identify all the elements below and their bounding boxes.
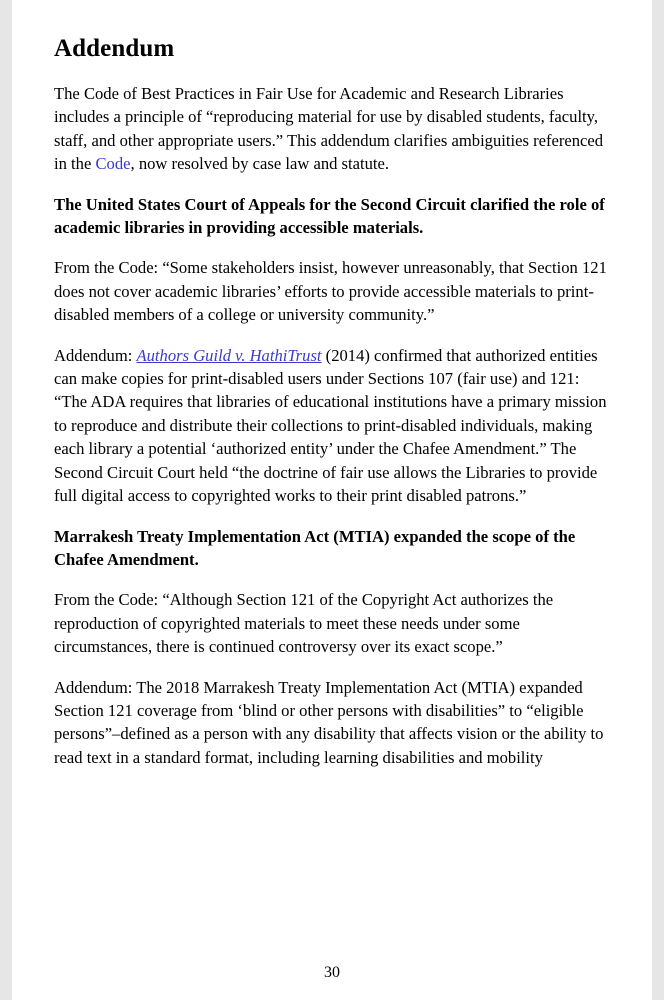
text-run: (2014) confirmed that authorized entities can make copies for print-disabled users under Sections 107 (fair use) and 121: “The ADA requires that libraries of educational institutions have a primary mission to reproduce and distribute their collections to print-disabled individuals, making each library a potential ‘authorized entity’ under the Chafee Amendment.” The Second Circuit Court held “the doctrine of fair use allows the Libraries to provide full digital access to copyrighted works to their print disabled patrons.” xyxy=(54,345,607,506)
text-run: , now resolved by case law and statute. xyxy=(130,154,390,174)
text-run: The United States Court of Appeals for the Second Circuit clarified the role of academic libraries in providing accessible materials. xyxy=(54,194,605,238)
footer-divider xyxy=(12,947,652,948)
paragraph-3 xyxy=(54,256,610,326)
paragraph-2 xyxy=(54,193,610,240)
paragraph-5 xyxy=(54,525,610,572)
page-number: 30 xyxy=(324,964,340,981)
text-run: The Code of Best Practices in Fair Use for Academic and Research Libraries includes a principle of “reproducing material for use by disabled students, faculty, staff, and other appropriate users.” This addendum clarifies ambiguities referenced in the xyxy=(54,84,604,174)
text-run: Addendum: xyxy=(54,345,137,365)
inline-link-case-citation[interactable]: Authors Guild v. HathiTrust xyxy=(136,345,322,365)
page-title: Addendum xyxy=(54,35,175,62)
text-run: Addendum: The 2018 Marrakesh Treaty Implementation Act (MTIA) expanded Section 121 coverage from ‘blind or other persons with disabilities” to “eligible persons”–defined as a person with any disability that affects vision or the ability to read text in a standard format, including learning disabilities and mobility xyxy=(54,677,604,767)
paragraph-1 xyxy=(54,82,610,176)
page-left-margin-edge xyxy=(0,0,12,1000)
page-content xyxy=(54,34,610,786)
text-run: From the Code: “Although Section 121 of the Copyright Act authorizes the reproduction of copyrighted materials to meet these needs under some circumstances, there is continued controversy over its exact scope.” xyxy=(54,590,554,657)
paragraph-6 xyxy=(54,588,610,658)
inline-link-code[interactable]: Code xyxy=(95,154,131,174)
page-right-margin-edge xyxy=(652,0,664,1000)
text-run: Marrakesh Treaty Implementation Act (MTIA) expanded the scope of the Chafee Amendment. xyxy=(54,526,576,569)
paragraph-4 xyxy=(54,344,610,508)
paragraph-7 xyxy=(54,676,610,770)
text-run: From the Code: “Some stakeholders insist, however unreasonably, that Section 121 does not cover academic libraries’ efforts to provide accessible materials to print-disabled members of a college or university community.” xyxy=(54,258,607,325)
